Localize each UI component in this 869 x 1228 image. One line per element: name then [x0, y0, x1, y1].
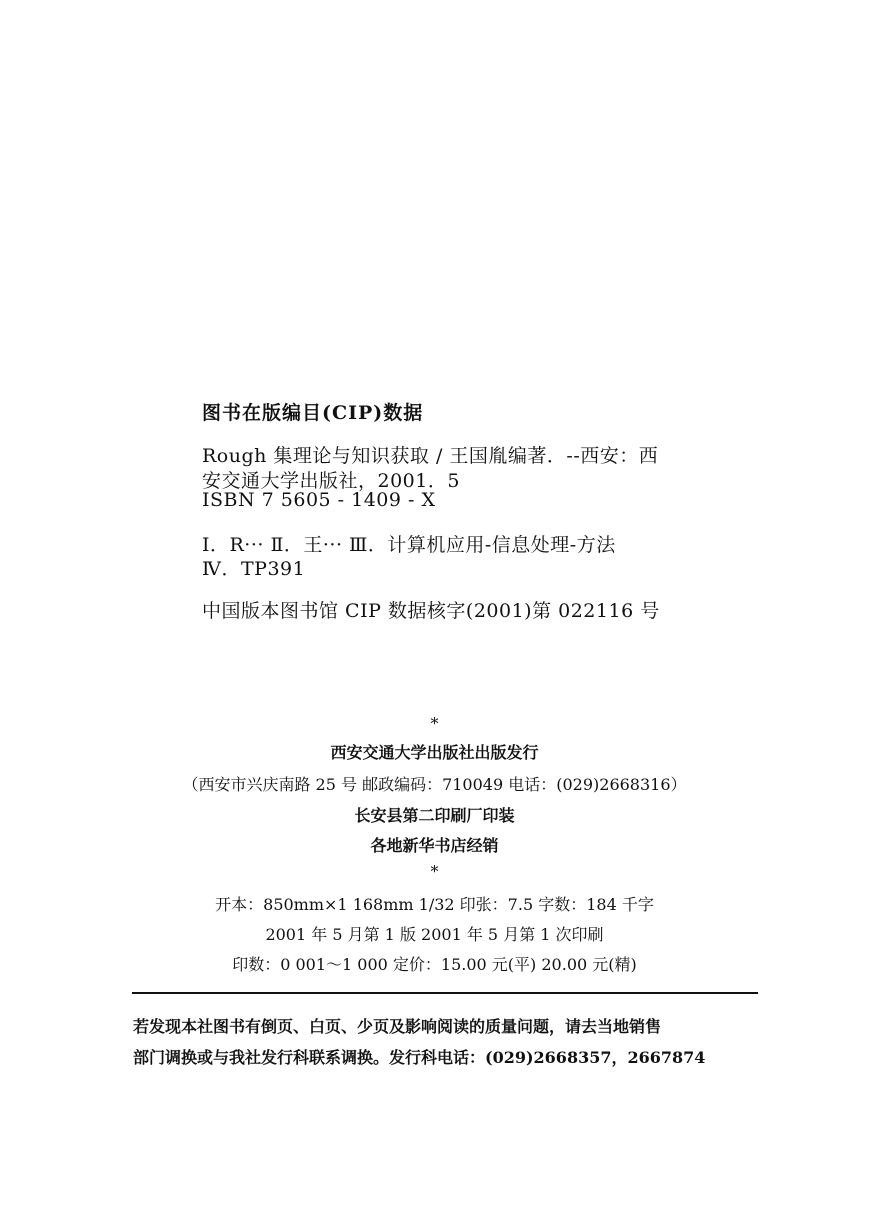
format-line: 开本：850mm×1 168mm 1/32 印张：7.5 字数：184 千字	[215, 895, 654, 914]
address-line: （西安市兴庆南路 25 号 邮政编码：710049 电话：(029)2668316）	[182, 775, 687, 794]
price-line: 印数：0 001～1 000 定价：15.00 元(平) 20.00 元(精)	[232, 955, 637, 974]
cip-subject-2: Ⅳ．TP391	[202, 558, 306, 580]
cip-line-2: 安交通大学出版社，2001．5	[202, 470, 460, 492]
publisher-line: 西安交通大学出版社出版发行	[330, 743, 539, 762]
divider-rule	[132, 992, 758, 994]
cip-isbn: ISBN 7 5605 - 1409 - X	[202, 489, 436, 511]
separator-star-2: *	[430, 862, 439, 881]
cip-line-1: Rough 集理论与知识获取 / 王国胤编著．--西安：西	[202, 445, 659, 467]
printer-line: 长安县第二印刷厂印装	[354, 806, 515, 825]
edition-line: 2001 年 5 月第 1 版 2001 年 5 月第 1 次印刷	[265, 925, 604, 944]
notice-line-1: 若发现本社图书有倒页、白页、少页及影响阅读的质量问题，请去当地销售	[133, 1017, 662, 1036]
cip-approval: 中国版本图书馆 CIP 数据核字(2001)第 022116 号	[202, 600, 660, 622]
cip-title: 图书在版编目(CIP)数据	[202, 402, 424, 424]
distributor-line: 各地新华书店经销	[370, 836, 499, 855]
separator-star-1: *	[430, 714, 439, 733]
notice-line-2: 部门调换或与我社发行科联系调换。发行科电话：(029)2668357，2667874	[133, 1048, 706, 1067]
cip-subject-1: Ⅰ．R··· Ⅱ．王··· Ⅲ．计算机应用-信息处理-方法	[202, 534, 616, 556]
